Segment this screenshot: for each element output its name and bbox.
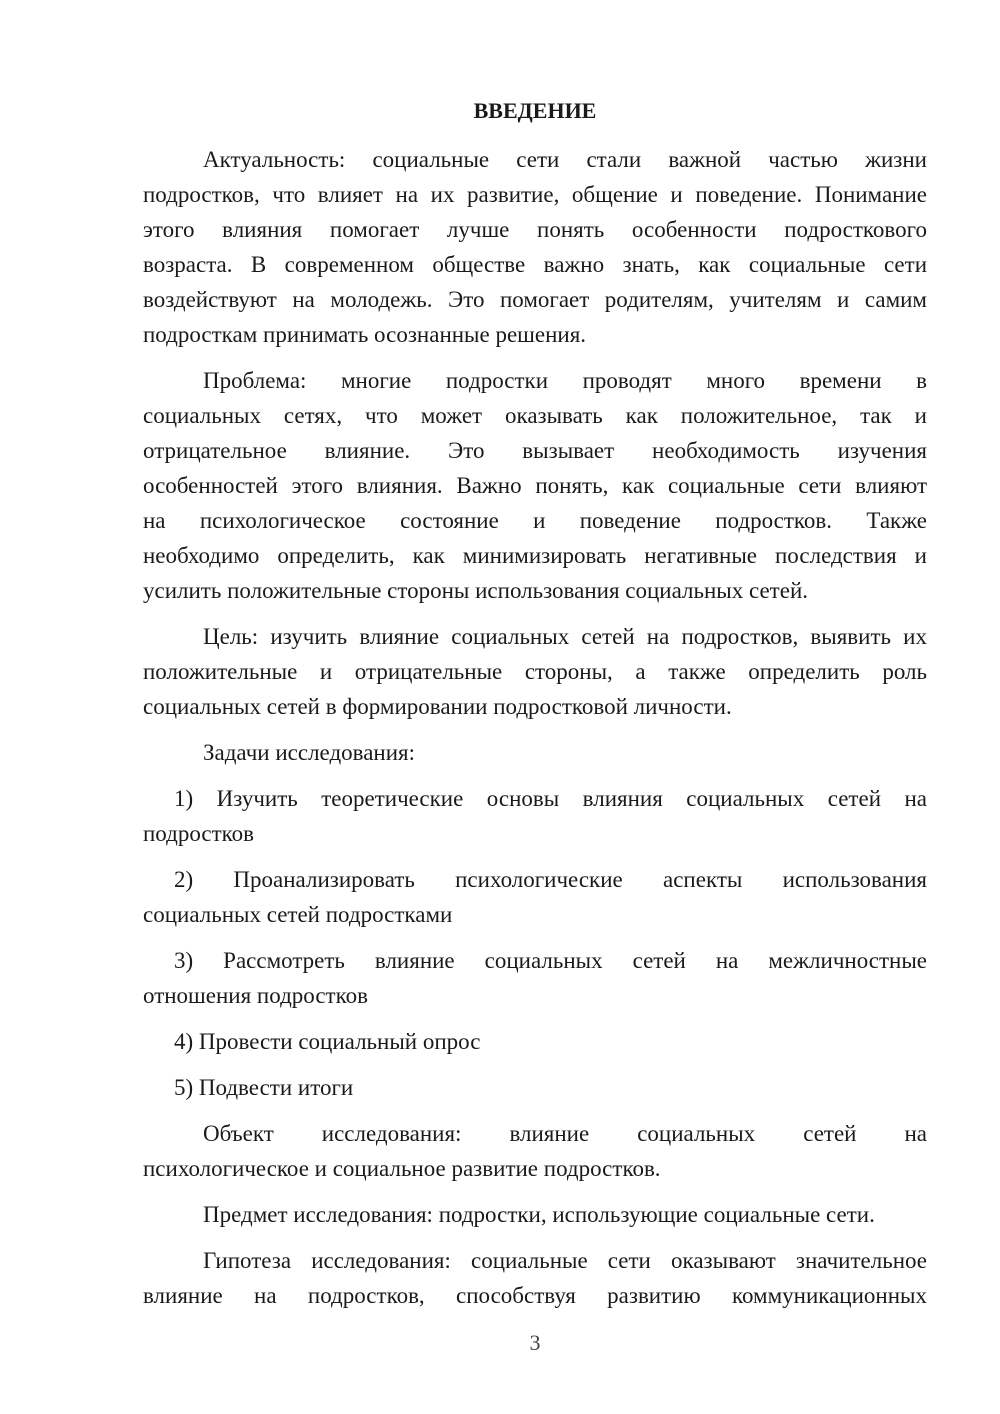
text-line: Проблема: многие подростки проводят много времени в xyxy=(203,368,927,393)
page-content xyxy=(143,93,927,1324)
text-line: социальных сетях, что может оказывать как положительное, так и xyxy=(143,403,927,428)
paragraph xyxy=(143,363,927,608)
text-line: психологическое и социальное развитие подростков. xyxy=(143,1156,661,1181)
paragraph xyxy=(143,1070,927,1105)
text-line: 5) Подвести итоги xyxy=(174,1075,354,1100)
section-title: ВВЕДЕНИЕ xyxy=(473,98,597,123)
text-line: возраста. В современном обществе важно знать, как социальные сети xyxy=(143,252,927,277)
paragraph xyxy=(143,943,927,1013)
text-line: Предмет исследования: подростки, использующие социальные сети. xyxy=(203,1202,875,1227)
paragraph xyxy=(143,142,927,352)
text-line: социальных сетей в формировании подростковой личности. xyxy=(143,694,732,719)
text-line: Актуальность: социальные сети стали важной частью жизни xyxy=(203,147,927,172)
body-text xyxy=(143,142,927,1313)
paragraph xyxy=(143,862,927,932)
text-line: на психологическое состояние и поведение подростков. Также xyxy=(143,508,927,533)
text-line: отношения подростков xyxy=(143,983,368,1008)
text-line: этого влияния помогает лучше понять особенности подросткового xyxy=(143,217,927,242)
text-line: особенностей этого влияния. Важно понять, как социальные сети влияют xyxy=(143,473,927,498)
text-line: Объект исследования: влияние социальных сетей на xyxy=(203,1121,927,1146)
paragraph xyxy=(143,1116,927,1186)
text-line: усилить положительные стороны использования социальных сетей. xyxy=(143,578,809,603)
text-line: подросткам принимать осознанные решения. xyxy=(143,322,587,347)
page-number: 3 xyxy=(529,1330,541,1355)
text-line: отрицательное влияние. Это вызывает необходимость изучения xyxy=(143,438,927,463)
text-line: 4) Провести социальный опрос xyxy=(174,1029,481,1054)
text-line: необходимо определить, как минимизировать негативные последствия и xyxy=(143,543,927,568)
paragraph xyxy=(143,1197,927,1232)
text-line: Цель: изучить влияние социальных сетей на подростков, выявить их xyxy=(203,624,927,649)
text-line: влияние на подростков, способствуя развитию коммуникационных xyxy=(143,1283,927,1308)
text-line: 2) Проанализировать психологические аспекты использования xyxy=(174,867,927,892)
text-line: подростков xyxy=(143,821,255,846)
paragraph xyxy=(143,1243,927,1313)
text-line: 3) Рассмотреть влияние социальных сетей на межличностные xyxy=(174,948,927,973)
text-line: воздействуют на молодежь. Это помогает родителям, учителям и самим xyxy=(143,287,927,312)
text-line: положительные и отрицательные стороны, а также определить роль xyxy=(143,659,927,684)
paragraph xyxy=(143,1024,927,1059)
text-line: 1) Изучить теоретические основы влияния социальных сетей на xyxy=(174,786,927,811)
text-line: подростков, что влияет на их развитие, общение и поведение. Понимание xyxy=(143,182,927,207)
paragraph xyxy=(143,735,927,770)
paragraph xyxy=(143,781,927,851)
paragraph xyxy=(143,619,927,724)
text-line: социальных сетей подростками xyxy=(143,902,453,927)
text-line: Гипотеза исследования: социальные сети оказывают значительное xyxy=(203,1248,927,1273)
text-line: Задачи исследования: xyxy=(203,740,416,765)
